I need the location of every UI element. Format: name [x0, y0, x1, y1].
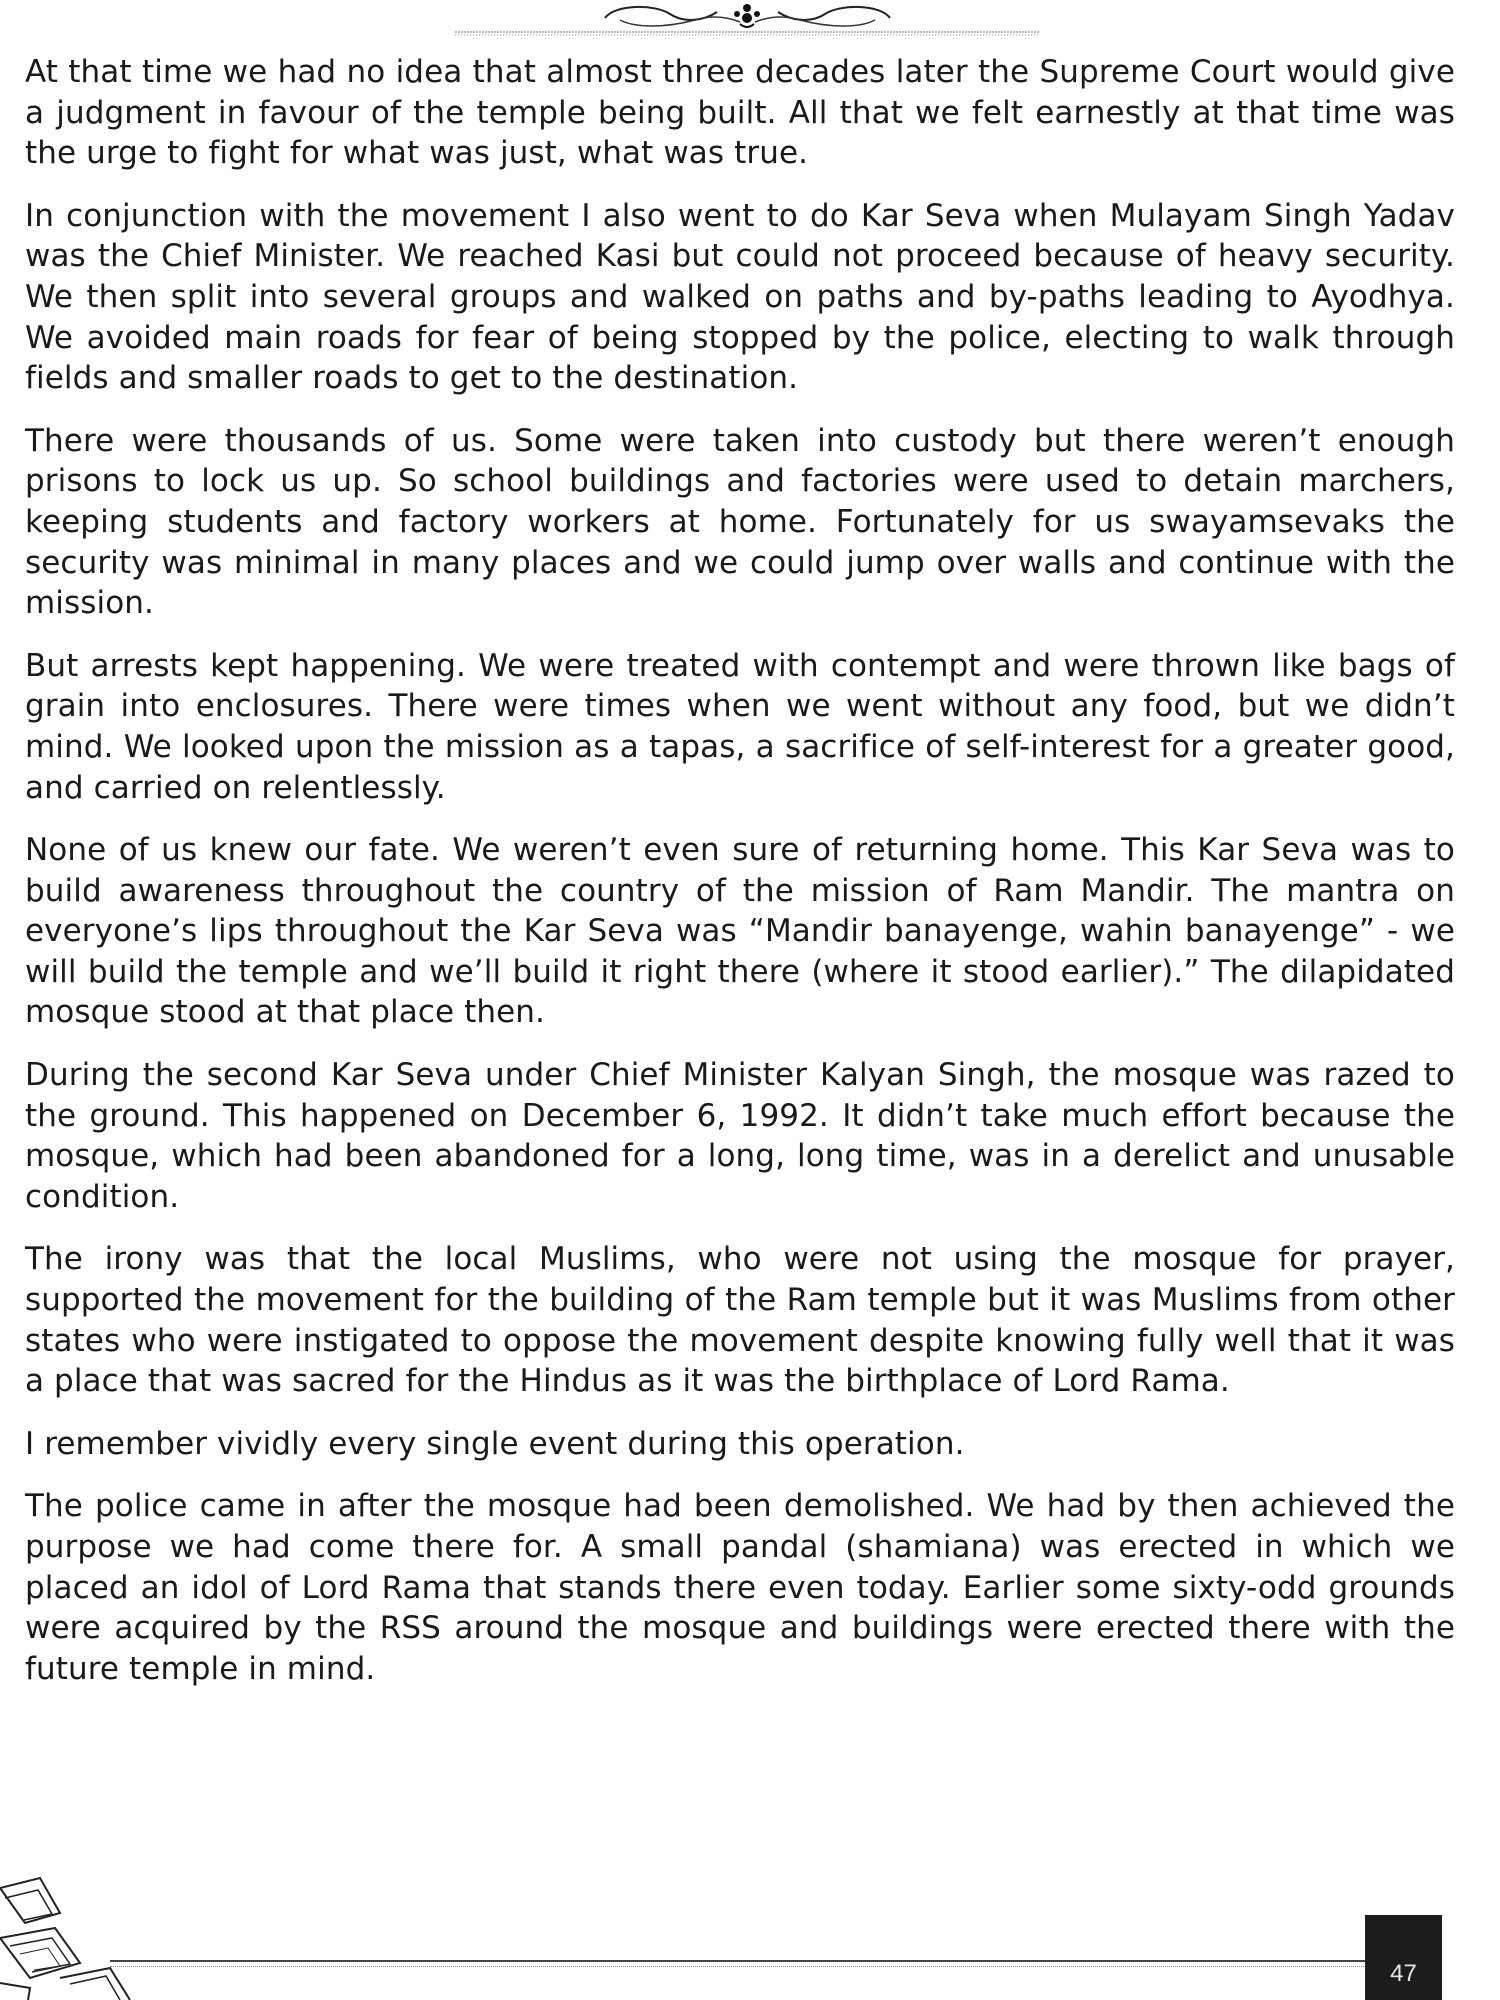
- paragraph: In conjunction with the movement I also went to do Kar Seva when Mulayam Singh Yadav was the Chief Minister. We reached Kasi but could not proceed because of heavy security. We then split into several groups and walked on paths and by-paths leading to Ayodhya. We avoided main roads for fear of being stopped by the police, electing to walk through fields and smaller roads to get to the destination.: [25, 197, 1455, 397]
- floral-corner-ornament-icon: [0, 1868, 135, 2000]
- paragraph: I remember vividly every single event during this operation.: [25, 1425, 965, 1462]
- paragraph: During the second Kar Seva under Chief Minister Kalyan Singh, the mosque was razed to the ground. This happened on December 6, 1992. It didn’t take much effort because the mosque, which had been abandoned for a long, long time, was in a derelict and unusable condition.: [25, 1057, 1455, 1215]
- paragraph: None of us knew our fate. We weren’t even sure of returning home. This Kar Seva was to build awareness throughout the country of the mission of Ram Mandir. The mantra on everyone’s lips throughout the Kar Seva was “Mandir banayenge, wahin banayenge” - we will build the temple and we’ll build it right there (where it stood earlier).” The dilapidated mosque stood at that place then.: [25, 832, 1455, 1031]
- ornamental-flourish-icon: [455, 0, 1040, 44]
- paragraph: But arrests kept happening. We were treated with contempt and were thrown like bags of grain into enclosures. There were times when we went without any food, but we didn’t mind. We looked upon the mission as a tapas, a sacrifice of self-interest for a greater good, and carried on relentlessly.: [25, 647, 1455, 806]
- paragraph: At that time we had no idea that almost three decades later the Supreme Court would give a judgment in favour of the temple being built. All that we felt earnestly at that time was the urge to fight for what was just, what was true.: [25, 54, 1455, 172]
- paragraph: There were thousands of us. Some were taken into custody but there weren’t enough prisons to lock us up. So school buildings and factories were used to detain marchers, keeping students and factory workers at home. Fortunately for us swayamsevaks the security was minimal in many places and we could jump over walls and continue with the mission.: [25, 422, 1455, 622]
- page-number: 47: [1390, 1960, 1417, 1987]
- page-number-badge: [1365, 1915, 1442, 2000]
- paragraph: The police came in after the mosque had been demolished. We had by then achieved the purpose we had come there for. A small pandal (shamiana) was erected in which we placed an idol of Lord Rama that stands there even today. Earlier some sixty-odd grounds were acquired by the RSS around the mosque and buildings were erected there with the future temple in mind.: [25, 1488, 1455, 1687]
- footer-rule-dotted: [110, 1966, 1372, 1967]
- paragraph: The irony was that the local Muslims, who were not using the mosque for prayer, supported the movement for the building of the Ram temple but it was Muslims from other states who were instigated to oppose the movement despite knowing fully well that it was a place that was sacred for the Hindus as it was the birthplace of Lord Rama.: [25, 1241, 1455, 1400]
- page-body: [25, 52, 1455, 1711]
- footer-rule: [110, 1960, 1372, 1962]
